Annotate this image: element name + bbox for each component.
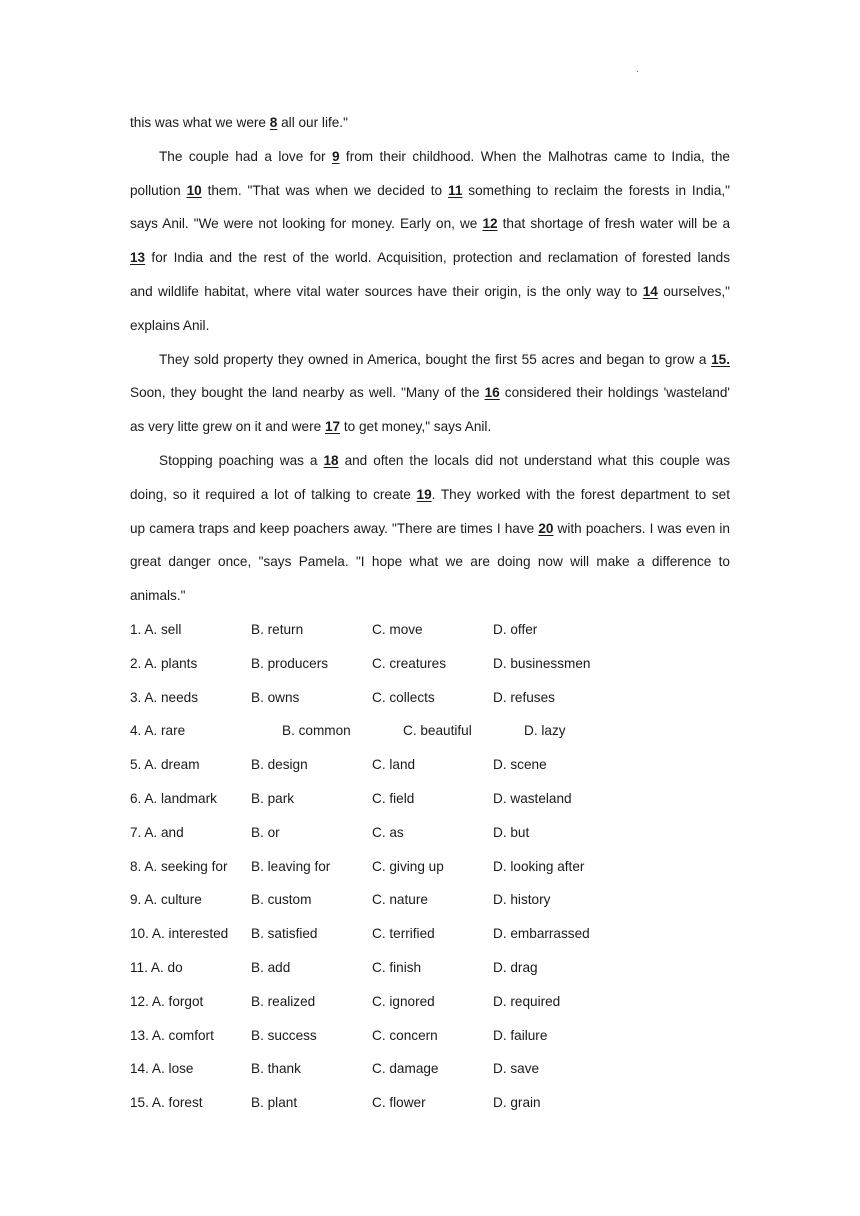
passage-line: explains Anil. (130, 317, 210, 333)
blank-number: 8 (269, 115, 278, 130)
option-row: 15. A. forest B. plant C. flower D. grain (130, 1095, 541, 1111)
blank-number: 20 (538, 520, 554, 536)
blank-number: 13 (130, 250, 146, 266)
blank-number: 11 (448, 182, 463, 198)
option-row: 3. A. needs B. owns C. collects D. refuses (130, 689, 555, 705)
passage-line: They sold property they owned in America, bought the first 55 acres and began to grow a 15. (159, 351, 730, 367)
option-row: 11. A. do B. add C. finish D. drag (130, 959, 538, 975)
blank-number: 16 (484, 385, 500, 401)
option-row: 13. A. comfort B. success C. concern D. failure (130, 1027, 548, 1043)
blank-number: 12 (482, 216, 498, 232)
blank-number: 9 (331, 148, 340, 164)
passage-line: says Anil. "We were not looking for money. Early on, we 12 that shortage of fresh water will be a (130, 216, 730, 232)
passage-line: doing, so it required a lot of talking to create 19. They worked with the forest department to set (130, 486, 730, 502)
option-row: 12. A. forgot B. realized C. ignored D. required (130, 993, 561, 1009)
passage-line: The couple had a love for 9 from their childhood. When the Malhotras came to India, the (159, 148, 730, 164)
option-row: 14. A. lose B. thank C. damage D. save (130, 1061, 540, 1077)
passage-line: animals." (130, 588, 186, 604)
options-list (130, 613, 730, 1120)
option-row: 1. A. sell B. return C. move D. offer (130, 621, 538, 637)
corner-dot-mark: . (636, 64, 639, 75)
passage-line: and wildlife habitat, where vital water sources have their origin, is the only way to 14 ourselves," (130, 283, 730, 299)
blank-number: 14 (642, 283, 658, 299)
passage-line: this was what we were 8 all our life." (130, 115, 348, 130)
passage-line: 13 for India and the rest of the world. Acquisition, protection and reclamation of forested lands (130, 250, 730, 266)
blank-number: 15. (711, 351, 730, 367)
blank-number: 18 (323, 452, 339, 468)
passage-line: as very litte grew on it and were 17 to get money," says Anil. (130, 419, 492, 435)
option-row: 8. A. seeking for B. leaving for C. giving up D. looking after (130, 858, 585, 874)
blank-number: 19 (416, 486, 432, 502)
passage-line: Stopping poaching was a 18 and often the locals did not understand what this couple was (159, 452, 730, 468)
option-row: 7. A. and B. or C. as D. but (130, 824, 530, 840)
document-page (130, 106, 730, 1120)
blank-number: 17 (324, 419, 341, 435)
option-row: 10. A. interested B. satisfied C. terrified D. embarrassed (130, 926, 590, 942)
option-row: 2. A. plants B. producers C. creatures D. businessmen (130, 655, 591, 671)
blank-number: 10 (186, 182, 202, 198)
option-row: 4. A. rare B. common C. beautiful D. lazy (130, 723, 566, 739)
option-row: 6. A. landmark B. park C. field D. wasteland (130, 790, 572, 806)
passage-line: Soon, they bought the land nearby as well. "Many of the 16 considered their holdings 'wasteland' (130, 385, 731, 401)
passage-line: pollution 10 them. "That was when we decided to 11 something to reclaim the forests in India," (130, 182, 730, 198)
option-row: 9. A. culture B. custom C. nature D. history (130, 892, 551, 908)
passage-line: up camera traps and keep poachers away. "There are times I have 20 with poachers. I was even in (130, 520, 730, 536)
option-row: 5. A. dream B. design C. land D. scene (130, 757, 547, 773)
passage-line: great danger once, "says Pamela. "I hope what we are doing now will make a difference to (130, 554, 730, 570)
